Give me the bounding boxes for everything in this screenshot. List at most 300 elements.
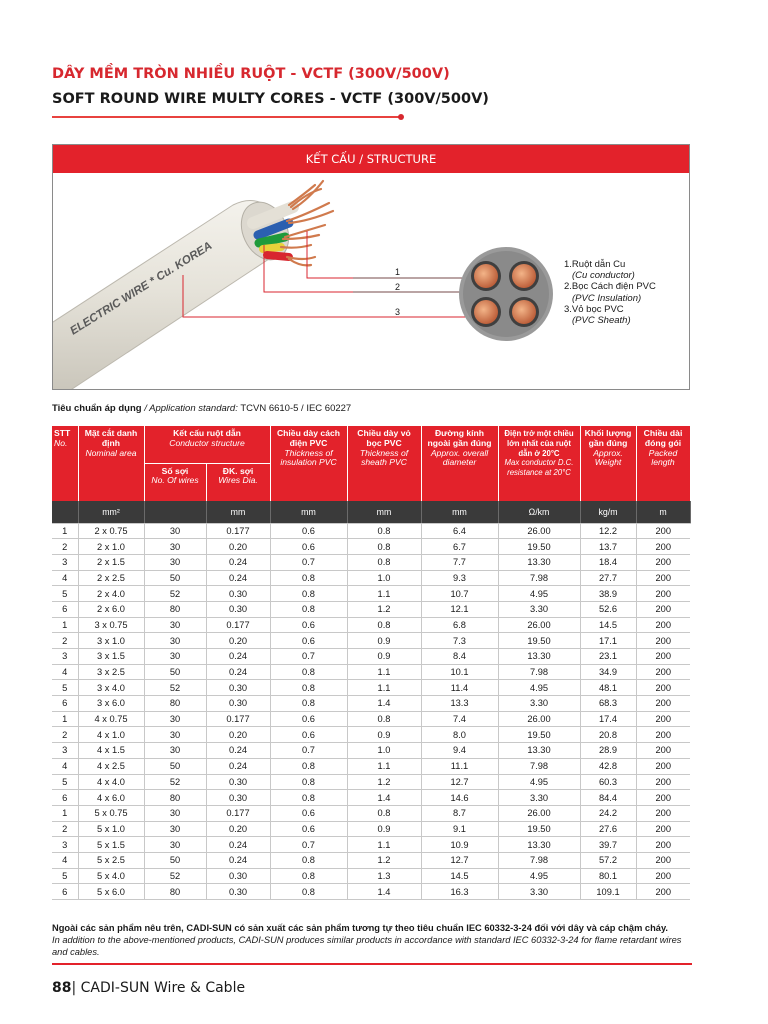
- table-cell: 0.8: [347, 617, 421, 633]
- table-row: [52, 805, 690, 821]
- table-cell: 13.30: [498, 837, 580, 853]
- table-cell: 0.8: [270, 586, 347, 602]
- table-cell: 5: [52, 586, 78, 602]
- unit-cell: mm²: [78, 501, 144, 523]
- table-cell: 7.98: [498, 852, 580, 868]
- table-cell: 11.4: [421, 680, 498, 696]
- table-cell: 9.1: [421, 821, 498, 837]
- table-cell: 0.8: [347, 523, 421, 539]
- table-cell: 4: [52, 758, 78, 774]
- table-cell: 200: [636, 633, 690, 649]
- table-cell: 0.8: [270, 570, 347, 586]
- standard-label-vn: Tiêu chuẩn áp dụng: [52, 403, 142, 414]
- table-cell: 8.7: [421, 805, 498, 821]
- table-cell: 13.30: [498, 743, 580, 759]
- table-cell: 4 x 2.5: [78, 758, 144, 774]
- table-row: [52, 884, 690, 900]
- header-weight: Khối lượng gần đúng Approx. Weight: [580, 426, 636, 501]
- table-row: [52, 711, 690, 727]
- table-cell: 200: [636, 884, 690, 900]
- table-cell: 8.4: [421, 649, 498, 665]
- cross-section: [459, 247, 553, 341]
- table-cell: 0.30: [206, 774, 270, 790]
- table-row: [52, 680, 690, 696]
- table-row: [52, 727, 690, 743]
- table-cell: 0.7: [270, 554, 347, 570]
- table-row: [52, 821, 690, 837]
- table-cell: 3 x 0.75: [78, 617, 144, 633]
- table-cell: 200: [636, 523, 690, 539]
- table-cell: 0.30: [206, 884, 270, 900]
- table-cell: 0.6: [270, 711, 347, 727]
- table-cell: 23.1: [580, 649, 636, 665]
- table-cell: 2 x 1.5: [78, 554, 144, 570]
- title-underline-dot: [398, 114, 404, 120]
- table-cell: 80: [144, 884, 206, 900]
- table-cell: 0.8: [347, 711, 421, 727]
- table-cell: 4: [52, 852, 78, 868]
- table-cell: 200: [636, 601, 690, 617]
- table-cell: 30: [144, 821, 206, 837]
- table-cell: 3 x 1.5: [78, 649, 144, 665]
- table-cell: 5 x 1.5: [78, 837, 144, 853]
- table-cell: 10.9: [421, 837, 498, 853]
- page-number: 88: [52, 980, 72, 996]
- table-cell: 52: [144, 774, 206, 790]
- table-cell: 200: [636, 774, 690, 790]
- table-cell: 0.8: [347, 539, 421, 555]
- table-cell: 14.5: [421, 868, 498, 884]
- table-cell: 10.1: [421, 664, 498, 680]
- table-cell: 19.50: [498, 727, 580, 743]
- table-cell: 200: [636, 680, 690, 696]
- table-cell: 0.8: [270, 664, 347, 680]
- table-cell: 200: [636, 727, 690, 743]
- title-underline: [52, 116, 402, 118]
- table-cell: 52: [144, 586, 206, 602]
- footer-separator: |: [71, 980, 81, 996]
- table-cell: 5: [52, 680, 78, 696]
- table-cell: 30: [144, 805, 206, 821]
- table-cell: 80: [144, 601, 206, 617]
- header-conductor: Kết cấu ruột dẫn Conductor structure: [144, 426, 270, 463]
- table-cell: 0.30: [206, 790, 270, 806]
- table-cell: 109.1: [580, 884, 636, 900]
- unit-cell: mm: [270, 501, 347, 523]
- table-cell: 6: [52, 601, 78, 617]
- table-cell: 27.7: [580, 570, 636, 586]
- table-cell: 0.30: [206, 696, 270, 712]
- table-cell: 2 x 4.0: [78, 586, 144, 602]
- table-cell: 12.7: [421, 774, 498, 790]
- table-row: [52, 539, 690, 555]
- table-cell: 7.4: [421, 711, 498, 727]
- table-cell: 1.2: [347, 601, 421, 617]
- table-cell: 0.8: [270, 758, 347, 774]
- table-row: [52, 664, 690, 680]
- table-cell: 0.6: [270, 821, 347, 837]
- table-cell: 0.9: [347, 821, 421, 837]
- legend-item-3-en: (PVC Sheath): [572, 315, 631, 327]
- table-cell: 0.30: [206, 868, 270, 884]
- table-cell: 3.30: [498, 696, 580, 712]
- table-cell: 200: [636, 711, 690, 727]
- table-cell: 26.00: [498, 711, 580, 727]
- table-cell: 8.0: [421, 727, 498, 743]
- page-title-vn: DÂY MỀM TRÒN NHIỀU RUỘT - VCTF (300V/500V): [52, 66, 450, 82]
- table-cell: 0.30: [206, 601, 270, 617]
- table-cell: 4.95: [498, 680, 580, 696]
- table-cell: 0.8: [270, 868, 347, 884]
- table-cell: 84.4: [580, 790, 636, 806]
- table-cell: 50: [144, 570, 206, 586]
- page-title-en: SOFT ROUND WIRE MULTY CORES - VCTF (300V/500V): [52, 91, 489, 107]
- table-cell: 200: [636, 649, 690, 665]
- table-cell: 1.1: [347, 680, 421, 696]
- table-cell: 14.5: [580, 617, 636, 633]
- table-cell: 2: [52, 727, 78, 743]
- header-insulation: Chiều dày cách điện PVC Thickness of insulation PVC: [270, 426, 347, 501]
- legend-item-1-vn: 1.Ruột dẫn Cu: [564, 259, 626, 270]
- header-stt: STT No.: [52, 426, 78, 501]
- structure-header: KẾT CẤU / STRUCTURE: [53, 145, 689, 173]
- table-cell: 12.7: [421, 852, 498, 868]
- table-cell: 17.1: [580, 633, 636, 649]
- table-cell: 39.7: [580, 837, 636, 853]
- table-cell: 0.177: [206, 711, 270, 727]
- table-cell: 3 x 1.0: [78, 633, 144, 649]
- table-cell: 3: [52, 649, 78, 665]
- table-cell: 1: [52, 805, 78, 821]
- table-cell: 52: [144, 680, 206, 696]
- table-cell: 3 x 6.0: [78, 696, 144, 712]
- table-cell: 2 x 6.0: [78, 601, 144, 617]
- table-cell: 0.24: [206, 758, 270, 774]
- table-cell: 68.3: [580, 696, 636, 712]
- table-cell: 0.24: [206, 570, 270, 586]
- table-cell: 2 x 1.0: [78, 539, 144, 555]
- table-cell: 11.1: [421, 758, 498, 774]
- table-cell: 0.7: [270, 649, 347, 665]
- table-cell: 50: [144, 758, 206, 774]
- table-cell: 30: [144, 633, 206, 649]
- table-cell: 1: [52, 617, 78, 633]
- table-row: [52, 868, 690, 884]
- unit-cell: [52, 501, 78, 523]
- table-cell: 1.0: [347, 570, 421, 586]
- table-cell: 3: [52, 743, 78, 759]
- table-cell: 0.7: [270, 743, 347, 759]
- table-row: [52, 570, 690, 586]
- unit-cell: Ω/km: [498, 501, 580, 523]
- table-cell: 80: [144, 696, 206, 712]
- table-cell: 5 x 6.0: [78, 884, 144, 900]
- table-cell: 0.20: [206, 821, 270, 837]
- table-cell: 6: [52, 884, 78, 900]
- legend-item-2-vn: 2.Bọc Cách điện PVC: [564, 281, 656, 293]
- table-cell: 0.8: [347, 805, 421, 821]
- application-standard: [52, 403, 351, 414]
- table-cell: 200: [636, 696, 690, 712]
- table-cell: 0.8: [270, 680, 347, 696]
- table-cell: 4.95: [498, 774, 580, 790]
- table-cell: 52: [144, 868, 206, 884]
- table-cell: 1.0: [347, 743, 421, 759]
- table-cell: 3: [52, 837, 78, 853]
- table-cell: 4.95: [498, 586, 580, 602]
- table-cell: 1.2: [347, 774, 421, 790]
- table-cell: 200: [636, 586, 690, 602]
- table-cell: 0.30: [206, 586, 270, 602]
- table-cell: 0.24: [206, 743, 270, 759]
- table-cell: 26.00: [498, 617, 580, 633]
- table-cell: 0.6: [270, 617, 347, 633]
- table-cell: 1.1: [347, 586, 421, 602]
- table-cell: 4 x 6.0: [78, 790, 144, 806]
- table-cell: 4 x 1.5: [78, 743, 144, 759]
- table-cell: 13.30: [498, 649, 580, 665]
- table-cell: 0.8: [270, 696, 347, 712]
- table-cell: 30: [144, 617, 206, 633]
- table-cell: 1.4: [347, 696, 421, 712]
- page-footer: [52, 980, 245, 996]
- spec-table-body: [52, 501, 690, 900]
- unit-cell: [144, 501, 206, 523]
- table-cell: 48.1: [580, 680, 636, 696]
- table-cell: 38.9: [580, 586, 636, 602]
- table-cell: 200: [636, 852, 690, 868]
- table-cell: 9.4: [421, 743, 498, 759]
- table-cell: 5 x 2.5: [78, 852, 144, 868]
- table-cell: 17.4: [580, 711, 636, 727]
- table-cell: 0.24: [206, 837, 270, 853]
- table-cell: 3.30: [498, 884, 580, 900]
- callout-1: 1: [395, 267, 401, 277]
- table-cell: 200: [636, 664, 690, 680]
- table-cell: 0.20: [206, 633, 270, 649]
- table-cell: 30: [144, 837, 206, 853]
- table-cell: 1.4: [347, 790, 421, 806]
- table-cell: 200: [636, 743, 690, 759]
- table-cell: 1: [52, 711, 78, 727]
- unit-cell: mm: [206, 501, 270, 523]
- standard-value: TCVN 6610-5 / IEC 60227: [237, 403, 352, 414]
- table-cell: 16.3: [421, 884, 498, 900]
- header-section: Mặt cắt danh định Nominal area: [78, 426, 144, 501]
- table-cell: 6: [52, 790, 78, 806]
- table-cell: 0.177: [206, 805, 270, 821]
- table-cell: 0.6: [270, 539, 347, 555]
- table-cell: 80: [144, 790, 206, 806]
- table-cell: 0.9: [347, 649, 421, 665]
- table-cell: 4.95: [498, 868, 580, 884]
- table-cell: 13.30: [498, 554, 580, 570]
- table-cell: 0.20: [206, 539, 270, 555]
- table-cell: 13.7: [580, 539, 636, 555]
- table-cell: 0.177: [206, 523, 270, 539]
- table-cell: 3 x 4.0: [78, 680, 144, 696]
- table-cell: 27.6: [580, 821, 636, 837]
- legend-item-1-en: (Cu conductor): [572, 270, 635, 282]
- table-cell: 3.30: [498, 601, 580, 617]
- table-cell: 19.50: [498, 821, 580, 837]
- table-cell: 2: [52, 821, 78, 837]
- table-cell: 0.9: [347, 633, 421, 649]
- table-cell: 0.6: [270, 727, 347, 743]
- table-cell: 1.1: [347, 664, 421, 680]
- table-cell: 5: [52, 774, 78, 790]
- table-cell: 4: [52, 570, 78, 586]
- table-row: [52, 696, 690, 712]
- table-row: [52, 758, 690, 774]
- table-cell: 200: [636, 554, 690, 570]
- table-cell: 0.9: [347, 727, 421, 743]
- table-cell: 30: [144, 649, 206, 665]
- table-row: [52, 601, 690, 617]
- table-cell: 0.8: [270, 774, 347, 790]
- table-row: [52, 774, 690, 790]
- cable-print-text: ELECTRIC WIRE * Cu. KOREA: [68, 240, 215, 338]
- table-cell: 1.1: [347, 837, 421, 853]
- footer-rule: [52, 963, 692, 965]
- table-cell: 50: [144, 664, 206, 680]
- spec-table: [52, 426, 691, 900]
- header-wires: Số sợi No. Of wires: [144, 463, 206, 501]
- table-cell: 0.7: [270, 837, 347, 853]
- table-cell: 5 x 1.0: [78, 821, 144, 837]
- table-row: [52, 743, 690, 759]
- table-cell: 1.2: [347, 852, 421, 868]
- table-row: [52, 852, 690, 868]
- legend-item-3-vn: 3.Vỏ bọc PVC: [564, 303, 624, 315]
- header-diameter: Đường kính ngoài gần đúng Approx. overall diameter: [421, 426, 498, 501]
- table-cell: 2: [52, 633, 78, 649]
- table-cell: 200: [636, 790, 690, 806]
- table-cell: 0.24: [206, 554, 270, 570]
- unit-cell: m: [636, 501, 690, 523]
- table-cell: 19.50: [498, 633, 580, 649]
- table-row: [52, 837, 690, 853]
- table-cell: 0.24: [206, 649, 270, 665]
- table-cell: 2: [52, 539, 78, 555]
- table-cell: 10.7: [421, 586, 498, 602]
- table-cell: 7.98: [498, 570, 580, 586]
- table-cell: 0.8: [270, 790, 347, 806]
- table-cell: 12.2: [580, 523, 636, 539]
- table-cell: 0.6: [270, 633, 347, 649]
- table-cell: 30: [144, 523, 206, 539]
- table-cell: 0.24: [206, 664, 270, 680]
- table-cell: 30: [144, 554, 206, 570]
- table-cell: 200: [636, 805, 690, 821]
- table-cell: 80.1: [580, 868, 636, 884]
- table-cell: 14.6: [421, 790, 498, 806]
- unit-cell: mm: [421, 501, 498, 523]
- table-row: [52, 633, 690, 649]
- table-cell: 19.50: [498, 539, 580, 555]
- table-cell: 50: [144, 852, 206, 868]
- table-cell: 0.20: [206, 727, 270, 743]
- table-cell: 57.2: [580, 852, 636, 868]
- table-cell: 1.3: [347, 868, 421, 884]
- header-wire-dia: ĐK. sợi Wires Dia.: [206, 463, 270, 501]
- table-cell: 200: [636, 758, 690, 774]
- table-cell: 5 x 4.0: [78, 868, 144, 884]
- table-cell: 3 x 2.5: [78, 664, 144, 680]
- footnote: [52, 922, 692, 958]
- unit-cell: mm: [347, 501, 421, 523]
- table-cell: 30: [144, 743, 206, 759]
- header-resistance: Điện trở một chiều lớn nhất của ruột dẫn ở 20°C Max conductor D.C. resistance at 20°C: [498, 426, 580, 501]
- table-cell: 52.6: [580, 601, 636, 617]
- table-cell: 6.4: [421, 523, 498, 539]
- table-cell: 9.3: [421, 570, 498, 586]
- table-cell: 30: [144, 539, 206, 555]
- table-cell: 200: [636, 570, 690, 586]
- table-row: [52, 649, 690, 665]
- table-cell: 5: [52, 868, 78, 884]
- table-row: [52, 790, 690, 806]
- table-cell: 7.98: [498, 664, 580, 680]
- table-cell: 7.7: [421, 554, 498, 570]
- footnote-en: In addition to the above-mentioned products, CADI-SUN produces similar products in accordance with standard IEC 60332-3-24 for flame retardant wires and cables.: [52, 935, 682, 957]
- table-cell: 5 x 0.75: [78, 805, 144, 821]
- table-cell: 0.8: [347, 554, 421, 570]
- table-cell: 28.9: [580, 743, 636, 759]
- table-cell: 24.2: [580, 805, 636, 821]
- table-cell: 4 x 4.0: [78, 774, 144, 790]
- header-sheath: Chiều dày vỏ bọc PVC Thickness of sheath PVC: [347, 426, 421, 501]
- table-cell: 7.98: [498, 758, 580, 774]
- table-cell: 0.6: [270, 805, 347, 821]
- table-cell: 2 x 2.5: [78, 570, 144, 586]
- table-row: [52, 554, 690, 570]
- table-cell: 6.7: [421, 539, 498, 555]
- footnote-vn: Ngoài các sản phẩm nêu trên, CADI-SUN có sản xuất các sản phẩm tương tự theo tiêu chuẩn IEC 60332-3-24 đối với dây và cáp chậm cháy.: [52, 923, 669, 933]
- table-cell: 0.8: [270, 601, 347, 617]
- table-row: [52, 586, 690, 602]
- table-cell: 30: [144, 727, 206, 743]
- table-cell: 4: [52, 664, 78, 680]
- table-cell: 42.8: [580, 758, 636, 774]
- standard-label-en: / Application standard:: [141, 403, 238, 414]
- table-row: [52, 617, 690, 633]
- table-cell: 26.00: [498, 523, 580, 539]
- table-cell: 26.00: [498, 805, 580, 821]
- table-cell: 4 x 1.0: [78, 727, 144, 743]
- table-cell: 200: [636, 868, 690, 884]
- header-length: Chiều dài đóng gói Packed length: [636, 426, 690, 501]
- table-cell: 200: [636, 539, 690, 555]
- table-cell: 0.8: [270, 884, 347, 900]
- table-cell: 0.6: [270, 523, 347, 539]
- table-cell: 1.1: [347, 758, 421, 774]
- legend-item-2-en: (PVC Insulation): [572, 292, 642, 304]
- table-cell: 3: [52, 554, 78, 570]
- table-cell: 2 x 0.75: [78, 523, 144, 539]
- callout-2: 2: [395, 282, 401, 292]
- table-cell: 18.4: [580, 554, 636, 570]
- table-cell: 0.8: [270, 852, 347, 868]
- table-cell: 30: [144, 711, 206, 727]
- table-cell: 0.177: [206, 617, 270, 633]
- table-cell: 200: [636, 617, 690, 633]
- table-cell: 3.30: [498, 790, 580, 806]
- table-cell: 0.24: [206, 852, 270, 868]
- table-cell: 0.30: [206, 680, 270, 696]
- table-cell: 34.9: [580, 664, 636, 680]
- table-cell: 4 x 0.75: [78, 711, 144, 727]
